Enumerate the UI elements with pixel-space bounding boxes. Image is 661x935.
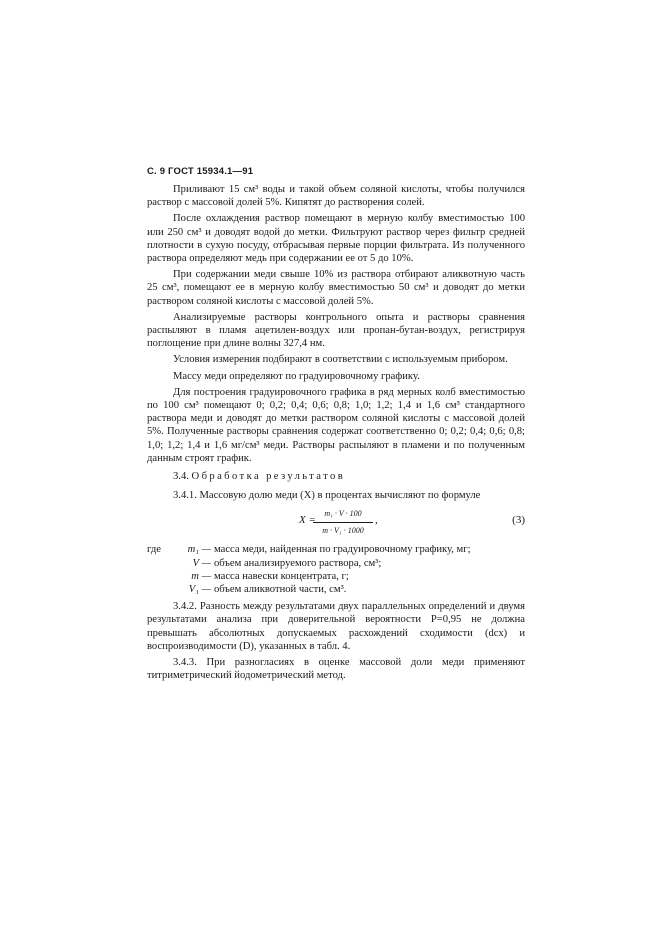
legend-text: объем анализируемого раствора, см³; bbox=[214, 557, 382, 569]
paragraph: Массу меди определяют по градуировочному графику. bbox=[173, 370, 420, 382]
legend-symbol: V — bbox=[192, 557, 211, 569]
paragraph: Приливают 15 см³ воды и такой объем соляной кислоты, чтобы получился раствор с массовой долей 5%. Кипятят до растворения солей. bbox=[147, 184, 525, 209]
formula-legend bbox=[147, 543, 525, 596]
legend-row bbox=[147, 543, 525, 556]
formula-comma: , bbox=[375, 514, 378, 527]
paragraph: Условия измерения подбирают в соответствии с используемым прибором. bbox=[173, 354, 508, 366]
paragraph-3-4-2: 3.4.2. Разность между результатами двух параллельных определений и двумя результатами анализа при доверительной вероятности P=0,95 не должна превышать абсолютных допускаемых расхождений сходимости (dсх) и воспроизводимости (D), указанных в табл. 4. bbox=[147, 601, 525, 652]
legend-prefix: где bbox=[147, 544, 161, 556]
legend-symbol: V₁ — bbox=[188, 584, 211, 596]
section-heading bbox=[147, 470, 525, 483]
legend-row bbox=[147, 583, 525, 596]
paragraph: При содержании меди свыше 10% из раствора отбирают аликвотную часть 25 см³, помещают ее в мерную колбу вместимостью 50 см³ и доводят до метки раствором соляной кислоты с массовой долей 5%. bbox=[147, 269, 525, 307]
legend-text: масса меди, найденная по градуировочному графику, мг; bbox=[214, 544, 471, 556]
legend-symbol: m₁ — bbox=[187, 544, 211, 556]
paragraph-3-4-1: 3.4.1. Массовую долю меди (X) в процентах вычисляют по формуле bbox=[173, 490, 481, 502]
formula-numerator: m₁ · V · 100 bbox=[313, 507, 373, 522]
paragraph: После охлаждения раствор помещают в мерную колбу вместимостью 100 или 250 см³ и доводят водой до метки. Фильтруют раствор через фильтр средней плотности в сухую посуду, отбрасывая первые порции фильтрата. Из полученного раствора определяют медь при содержании ее от 5 до 10%. bbox=[147, 213, 525, 265]
formula-fraction bbox=[313, 507, 373, 536]
legend-text: масса навески концентрата, г; bbox=[214, 570, 349, 582]
page-header: С. 9 ГОСТ 15934.1—91 bbox=[147, 166, 254, 177]
legend-text: объем аликвотной части, см³. bbox=[214, 584, 347, 596]
section-number: 3.4. bbox=[173, 471, 189, 483]
formula-denominator: m · V₁ · 1000 bbox=[322, 525, 364, 535]
legend-row bbox=[147, 570, 525, 583]
section-title: Обработка результатов bbox=[191, 471, 346, 483]
paragraph: Анализируемые растворы контрольного опыта и растворы сравнения распыляют в пламя ацетилен-воздух или пропан-бутан-воздух, регистрируя поглощение при длине волны 327,4 нм. bbox=[147, 311, 525, 350]
legend-row bbox=[147, 557, 525, 570]
paragraph: Для построения градуировочного графика в ряд мерных колб вместимостью по 100 см³ помещают 0; 0,2; 0,4; 0,6; 0,8; 1,0; 1,2; 1,4 и 1,6 см³ стандартного раствора меди и доводят до метки раствором соляной кислоты с массовой долей 5%. Полученные растворы сравнения содержат соответственно 0; 0,2; 0,4; 0,6; 0,8; 1,0; 1,2; 1,4 и 1,6 мг/см³ меди. Растворы распыляют в пламени и по полученным данным строят график. bbox=[147, 386, 525, 464]
formula-number: (3) bbox=[512, 514, 525, 527]
formula-3 bbox=[147, 505, 525, 539]
page-body bbox=[147, 183, 525, 686]
formula-lhs: X = bbox=[299, 514, 316, 527]
legend-symbol: m — bbox=[191, 570, 211, 582]
paragraph-3-4-3: 3.4.3. При разногласиях в оценке массовой доли меди применяют титриметрический йодометрический метод. bbox=[147, 657, 525, 682]
